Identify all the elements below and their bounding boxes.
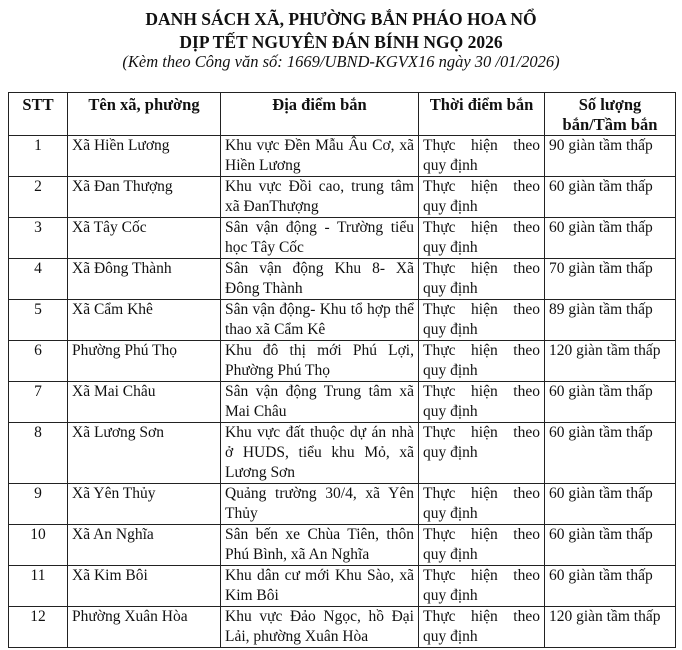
cell-location: Sân bến xe Chùa Tiên, thôn Phú Bình, xã An Nghĩa [221, 525, 419, 566]
cell-quantity: 60 giàn tầm thấp [545, 566, 676, 607]
cell-location: Khu đô thị mới Phú Lợi, Phường Phú Thọ [221, 341, 419, 382]
table-row [9, 566, 676, 607]
cell-quantity: 89 giàn tầm thấp [545, 300, 676, 341]
cell-stt: 3 [9, 218, 68, 259]
cell-quantity: 60 giàn tầm thấp [545, 525, 676, 566]
cell-name: Xã Cẩm Khê [68, 300, 221, 341]
table-row [9, 218, 676, 259]
fireworks-locations-table [8, 92, 676, 648]
header-time: Thời điểm bắn [419, 93, 545, 136]
cell-stt: 12 [9, 607, 68, 648]
cell-name: Xã Mai Châu [68, 382, 221, 423]
cell-time: Thực hiện theo quy định [419, 566, 545, 607]
header-location: Địa điểm bắn [221, 93, 419, 136]
cell-stt: 2 [9, 177, 68, 218]
document-title [0, 8, 682, 54]
cell-time: Thực hiện theo quy định [419, 423, 545, 484]
cell-time: Thực hiện theo quy định [419, 300, 545, 341]
cell-location: Quảng trường 30/4, xã Yên Thủy [221, 484, 419, 525]
cell-time: Thực hiện theo quy định [419, 607, 545, 648]
cell-name: Xã Kim Bôi [68, 566, 221, 607]
table-row [9, 136, 676, 177]
table-row [9, 607, 676, 648]
cell-time: Thực hiện theo quy định [419, 259, 545, 300]
cell-location: Khu vực đất thuộc dự án nhà ở HUDS, tiểu khu Mỏ, xã Lương Sơn [221, 423, 419, 484]
cell-name: Phường Phú Thọ [68, 341, 221, 382]
cell-time: Thực hiện theo quy định [419, 177, 545, 218]
cell-stt: 11 [9, 566, 68, 607]
cell-location: Khu dân cư mới Khu Sào, xã Kim Bôi [221, 566, 419, 607]
cell-time: Thực hiện theo quy định [419, 136, 545, 177]
cell-name: Phường Xuân Hòa [68, 607, 221, 648]
title-line-2: DỊP TẾT NGUYÊN ĐÁN BÍNH NGỌ 2026 [179, 32, 503, 52]
header-stt: STT [9, 93, 68, 136]
cell-stt: 10 [9, 525, 68, 566]
header-name: Tên xã, phường [68, 93, 221, 136]
cell-time: Thực hiện theo quy định [419, 341, 545, 382]
table-row [9, 423, 676, 484]
document-subtitle: (Kèm theo Công văn số: 1669/UBND-KGVX16 ngày 30 /01/2026) [122, 52, 560, 71]
table-row [9, 382, 676, 423]
cell-name: Xã Đan Thượng [68, 177, 221, 218]
cell-quantity: 70 giàn tầm thấp [545, 259, 676, 300]
table-row [9, 177, 676, 218]
cell-time: Thực hiện theo quy định [419, 218, 545, 259]
cell-name: Xã Đông Thành [68, 259, 221, 300]
cell-quantity: 60 giàn tầm thấp [545, 177, 676, 218]
table-row [9, 484, 676, 525]
cell-name: Xã Hiền Lương [68, 136, 221, 177]
cell-location: Khu vực Đảo Ngọc, hồ Đại Lải, phường Xuân Hòa [221, 607, 419, 648]
cell-location: Khu vực Đồi cao, trung tâm xã ĐanThượng [221, 177, 419, 218]
table-row [9, 525, 676, 566]
cell-location: Sân vận động Trung tâm xã Mai Châu [221, 382, 419, 423]
cell-quantity: 60 giàn tầm thấp [545, 423, 676, 484]
cell-name: Xã Lương Sơn [68, 423, 221, 484]
cell-quantity: 120 giàn tầm thấp [545, 607, 676, 648]
cell-stt: 6 [9, 341, 68, 382]
cell-location: Khu vực Đền Mẫu Âu Cơ, xã Hiền Lương [221, 136, 419, 177]
cell-location: Sân vận động- Khu tổ hợp thể thao xã Cẩm Kê [221, 300, 419, 341]
cell-name: Xã Tây Cốc [68, 218, 221, 259]
cell-quantity: 60 giàn tầm thấp [545, 218, 676, 259]
cell-stt: 8 [9, 423, 68, 484]
cell-time: Thực hiện theo quy định [419, 484, 545, 525]
table-row [9, 341, 676, 382]
cell-stt: 4 [9, 259, 68, 300]
cell-time: Thực hiện theo quy định [419, 525, 545, 566]
table-row [9, 300, 676, 341]
cell-stt: 9 [9, 484, 68, 525]
cell-location: Sân vận động Khu 8- Xã Đông Thành [221, 259, 419, 300]
cell-quantity: 60 giàn tầm thấp [545, 382, 676, 423]
cell-location: Sân vận động - Trường tiểu học Tây Cốc [221, 218, 419, 259]
cell-name: Xã Yên Thủy [68, 484, 221, 525]
cell-quantity: 60 giàn tầm thấp [545, 484, 676, 525]
cell-stt: 5 [9, 300, 68, 341]
header-quantity: Số lượng bắn/Tầm bắn [545, 93, 676, 136]
cell-time: Thực hiện theo quy định [419, 382, 545, 423]
cell-name: Xã An Nghĩa [68, 525, 221, 566]
cell-quantity: 90 giàn tầm thấp [545, 136, 676, 177]
table-row [9, 259, 676, 300]
cell-quantity: 120 giàn tầm thấp [545, 341, 676, 382]
cell-stt: 1 [9, 136, 68, 177]
table-header-row [9, 93, 676, 136]
cell-stt: 7 [9, 382, 68, 423]
title-line-1: DANH SÁCH XÃ, PHƯỜNG BẮN PHÁO HOA NỔ [145, 9, 537, 29]
